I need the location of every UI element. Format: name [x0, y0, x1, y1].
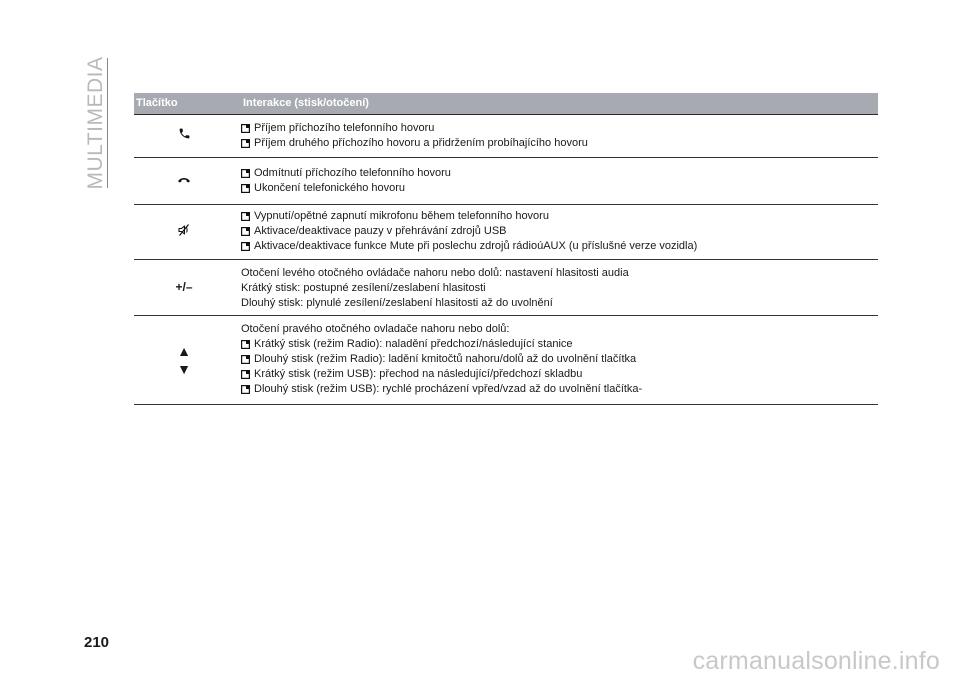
section-title-rule [107, 58, 108, 188]
list-item [241, 239, 878, 254]
bullet-icon [241, 242, 250, 251]
arrow-up-icon: ▲ [177, 343, 191, 359]
list-item [241, 224, 878, 239]
watermark: carmanualsonline.info [692, 647, 940, 675]
interaction-text: Aktivace/deaktivace pauzy v přehrávání zdrojů USB [254, 225, 507, 237]
phone-hangup-icon [177, 174, 191, 189]
interaction-text: Krátký stisk (režim Radio): naladění předchozí/následující stanice [254, 338, 573, 350]
bullet-icon [241, 355, 250, 364]
table-row [134, 316, 878, 405]
list-item [241, 337, 878, 352]
button-cell [134, 115, 234, 157]
interaction-text: Krátký stisk: postupné zesílení/zeslabení hlasitosti [241, 282, 486, 294]
list-item [241, 121, 878, 136]
interaction-text: Ukončení telefonického hovoru [254, 182, 406, 194]
bullet-icon [241, 227, 250, 236]
list-item [241, 266, 878, 281]
interaction-cell [241, 316, 878, 397]
section-title-text: MULTIMEDIA [84, 56, 107, 190]
interaction-text: Dlouhý stisk (režim Radio): ladění kmitočtů nahoru/dolů až do uvolnění tlačítka [254, 353, 637, 365]
bullet-icon [241, 139, 250, 148]
section-title [84, 56, 108, 190]
page-number: 210 [84, 634, 110, 651]
mute-icon [177, 223, 191, 242]
table-row [134, 260, 878, 316]
interaction-cell [241, 260, 878, 311]
interaction-text: Otočení pravého otočného ovladače nahoru nebo dolů: [241, 323, 510, 335]
list-item [241, 181, 878, 196]
table-row [134, 205, 878, 260]
list-item [241, 367, 878, 382]
list-item [241, 352, 878, 367]
phone-answer-icon [178, 127, 191, 145]
list-item [241, 322, 878, 337]
interaction-text: Otočení levého otočného ovládače nahoru nebo dolů: nastavení hlasitosti audia [241, 267, 629, 279]
table-row [134, 115, 878, 158]
list-item [241, 281, 878, 296]
bullet-icon [241, 184, 250, 193]
bullet-icon [241, 385, 250, 394]
interaction-text: Odmítnutí příchozího telefonního hovoru [254, 167, 451, 179]
interaction-text: Vypnutí/opětné zapnutí mikrofonu během telefonního hovoru [254, 210, 549, 222]
bullet-icon [241, 370, 250, 379]
interaction-text: Krátký stisk (režim USB): přechod na následující/předchozí skladbu [254, 368, 583, 380]
arrow-down-icon: ▼ [177, 361, 191, 377]
bullet-icon [241, 124, 250, 133]
button-cell [134, 158, 234, 204]
bullet-icon [241, 169, 250, 178]
table-row [134, 158, 878, 205]
interaction-text: Dlouhý stisk (režim USB): rychlé procházení vpřed/vzad až do uvolnění tlačítka- [254, 383, 643, 395]
list-item [241, 209, 878, 224]
interaction-cell [241, 205, 878, 254]
list-item [241, 166, 878, 181]
button-cell [134, 316, 234, 404]
header-interaction-column: Interakce (stisk/otočení) [243, 97, 369, 109]
table-header [134, 93, 878, 115]
bullet-icon [241, 212, 250, 221]
list-item [241, 382, 878, 397]
interaction-cell [241, 158, 878, 196]
interaction-text: Aktivace/deaktivace funkce Mute při poslechu zdrojů rádioúAUX (u příslušné verze vozidla) [254, 240, 698, 252]
controls-table [134, 93, 878, 405]
bullet-icon [241, 340, 250, 349]
header-button-column: Tlačítko [136, 97, 178, 109]
button-cell [134, 205, 234, 259]
list-item [241, 296, 878, 311]
interaction-text: Příjem druhého příchozího hovoru a přidržením probíhajícího hovoru [254, 137, 588, 149]
list-item [241, 136, 878, 151]
interaction-text: Dlouhý stisk: plynulé zesílení/zeslabení hlasitosti až do uvolnění [241, 297, 553, 309]
interaction-text: Příjem příchozího telefonního hovoru [254, 122, 435, 134]
button-cell [134, 260, 234, 315]
interaction-cell [241, 115, 878, 151]
volume-plus-minus-label: +/– [175, 280, 193, 294]
